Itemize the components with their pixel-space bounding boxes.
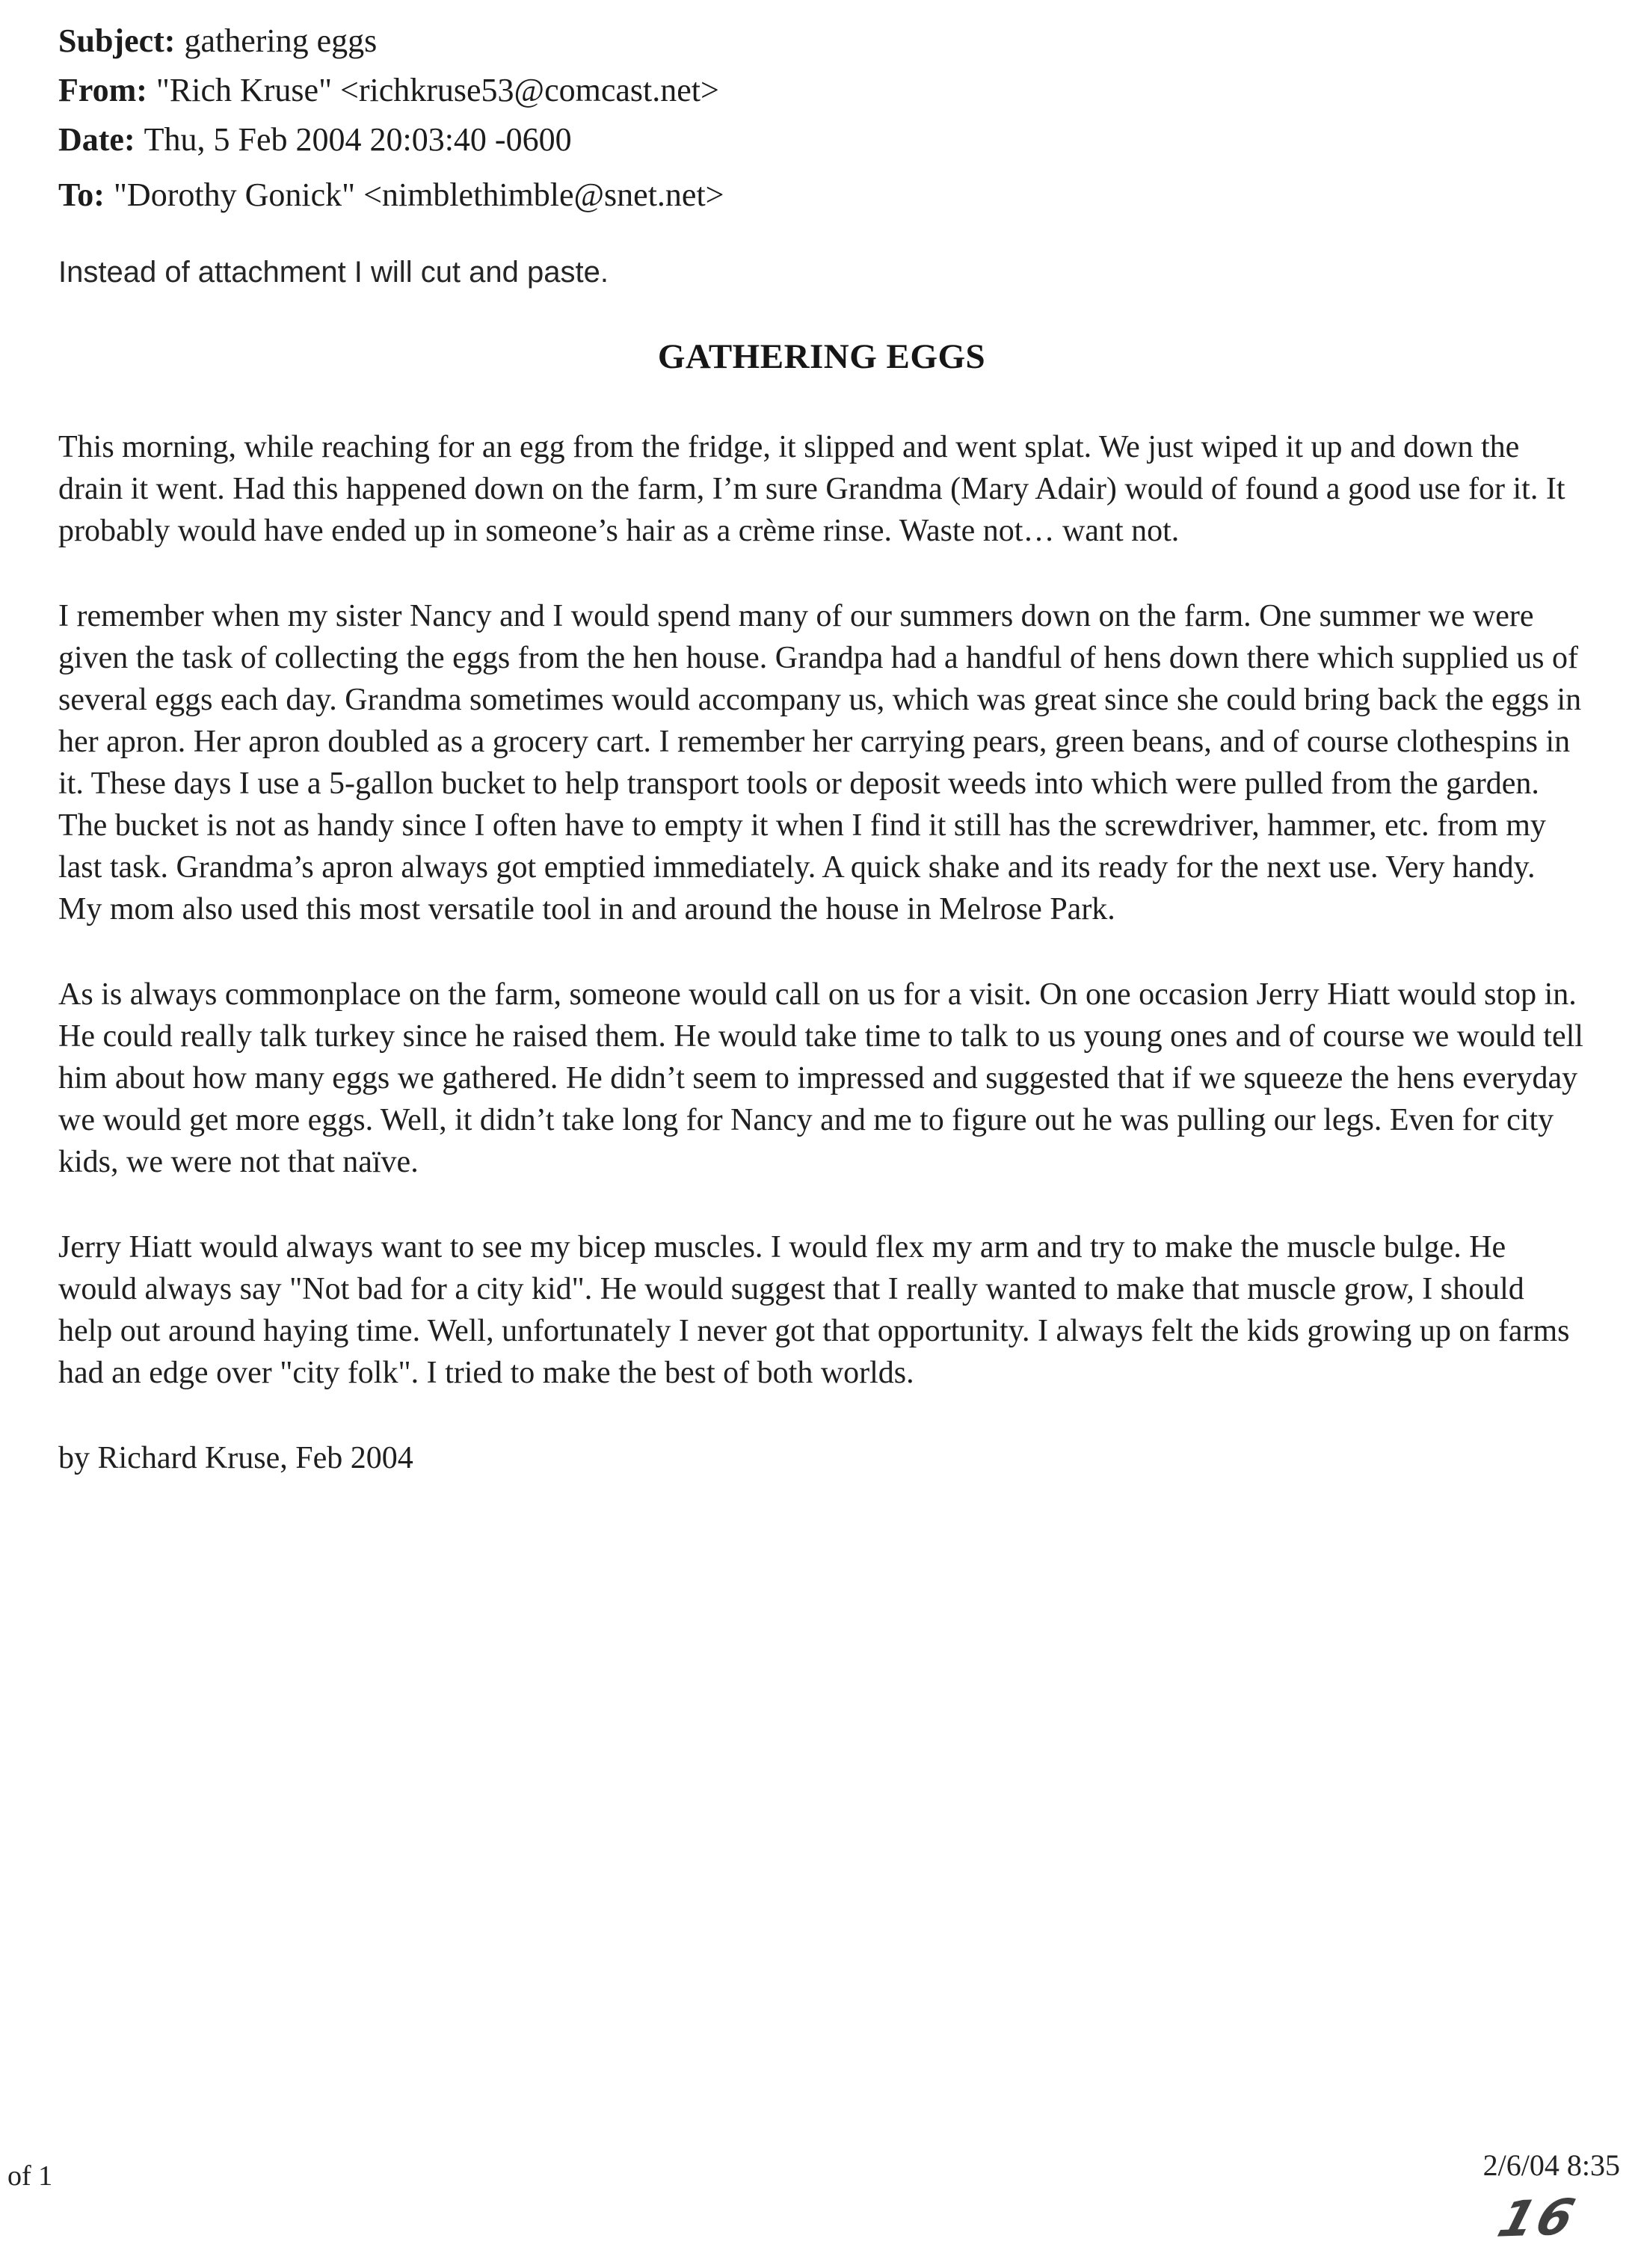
date-value: Thu, 5 Feb 2004 20:03:40 -0600 [144, 121, 572, 158]
handwritten-page-number: 16 [1491, 2188, 1584, 2249]
story-paragraph-2: I remember when my sister Nancy and I would spend many of our summers down on the farm. One summer we were given the task of collecting the eggs from the hen house. Grandpa had a handful of hens down there which supplied us of several eggs each day. Grandma sometimes would accompany us, which was great since she could bring back the eggs in her apron. Her apron doubled as a grocery cart. I remember her carrying pears, green beans, and of course clothespins in it. These days I use a 5-gallon bucket to help transport tools or deposit weeds into which were pulled from the garden. The bucket is not as handy since I often have to empty it when I find it still has the screwdriver, hammer, etc. from my last task. Grandma’s apron always got emptied immediately. A quick shake and its ready for the next use. Very handy. My mom also used this most versatile tool in and around the house in Melrose Park. [58, 599, 1582, 926]
email-header [58, 16, 1590, 220]
subject-label: Subject: [58, 22, 176, 59]
footer-page-info: of 1 [7, 2160, 53, 2192]
to-line [58, 170, 1590, 220]
footer-timestamp: 2/6/04 8:35 [1482, 2148, 1620, 2182]
intro-note: Instead of attachment I will cut and paste. [58, 256, 609, 289]
from-value: "Rich Kruse" <richkruse53@comcast.net> [156, 72, 719, 108]
from-line [58, 66, 1590, 115]
story-paragraph-1: This morning, while reaching for an egg from the fridge, it slipped and went splat. We just wiped it up and down the drain it went. Had this happened down on the farm, I’m sure Grandma (Mary Adair) would of found a good use for it. It probably would have ended up in someone’s hair as a crème rinse. Waste not… want not. [58, 430, 1565, 548]
date-line [58, 115, 1590, 165]
subject-line [58, 16, 1590, 66]
story-paragraph-3: As is always commonplace on the farm, someone would call on us for a visit. On one occasion Jerry Hiatt would stop in. He could really talk turkey since he raised them. He would take time to talk to us young ones and of course we would tell him about how many eggs we gathered. He didn’t seem to impressed and suggested that if we squeeze the hens everyday we would get more eggs. Well, it didn’t take long for Nancy and me to figure out he was pulling our legs. Even for city kids, we were not that naïve. [58, 977, 1583, 1179]
byline: by Richard Kruse, Feb 2004 [58, 1441, 413, 1475]
from-label: From: [58, 72, 147, 108]
story-paragraph-4: Jerry Hiatt would always want to see my bicep muscles. I would flex my arm and try to make the muscle bulge. He would always say "Not bad for a city kid". He would suggest that I really wanted to make that muscle grow, I should help out around haying time. Well, unfortunately I never got that opportunity. I always felt the kids growing up on farms had an edge over "city folk". I tried to make the best of both worlds. [58, 1230, 1570, 1390]
subject-value: gathering eggs [184, 22, 378, 59]
to-value: "Dorothy Gonick" <nimblethimble@snet.net> [113, 176, 724, 213]
date-label: Date: [58, 121, 135, 158]
story-title: GATHERING EGGS [657, 337, 986, 376]
email-body [58, 254, 1585, 1479]
to-label: To: [58, 176, 105, 213]
